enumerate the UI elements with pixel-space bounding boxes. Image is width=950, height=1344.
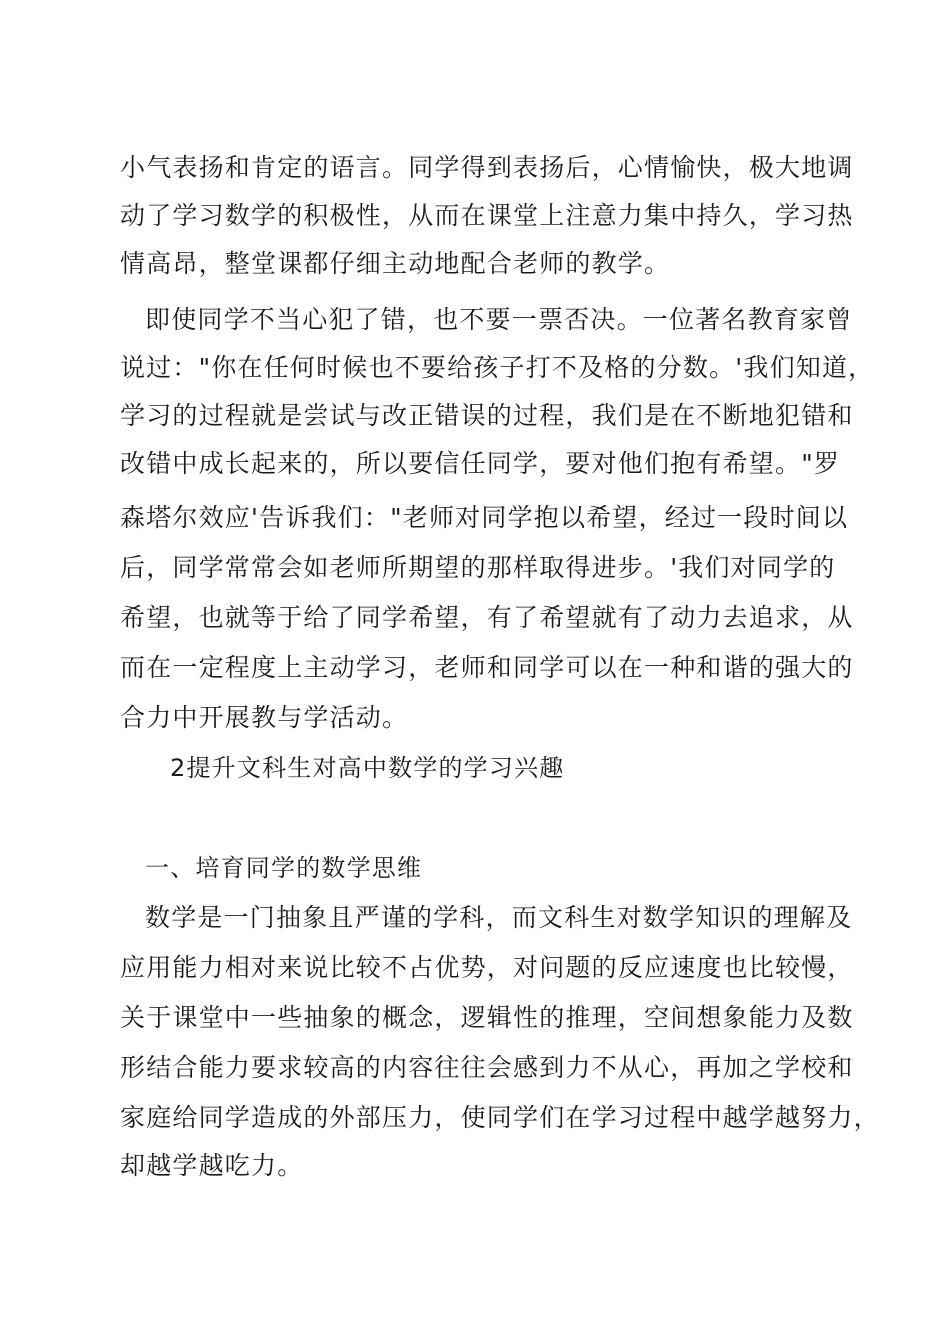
paragraph-2-line-3: 学习的过程就是尝试与改正错误的过程，我们是在不断地犯错和 [120, 401, 854, 430]
paragraph-2-line-1: 即使同学不当心犯了错，也不要一票否决。一位著名教育家曾 [145, 305, 853, 334]
paragraph-3-line-2: 应用能力相对来说比较不占优势，对问题的反应速度也比较慢， [120, 953, 854, 982]
paragraph-1-line-3: 情高昂，整堂课都仔细主动地配合老师的教学。 [120, 249, 671, 278]
paragraph-1-line-2: 动了学习数学的积极性，从而在课堂上注意力集中持久，学习热 [120, 201, 854, 230]
section-heading: 2提升文科生对高中数学的学习兴趣 [170, 754, 565, 782]
paragraph-2-line-4: 改错中成长起来的，所以要信任同学，要对他们抱有希望。"罗 [120, 449, 841, 478]
paragraph-3-line-1: 数学是一门抽象且严谨的学科，而文科生对数学知识的理解及 [145, 903, 853, 932]
paragraph-2-line-6: 后，同学常常会如老师所期望的那样取得进步。'我们对同学的 [120, 553, 836, 582]
paragraph-3-line-5: 家庭给同学造成的外部压力，使同学们在学习过程中越学越努力， [120, 1103, 880, 1132]
paragraph-3-line-4: 形结合能力要求较高的内容往往会感到力不从心，再加之学校和 [120, 1053, 854, 1082]
paragraph-3-line-3: 关于课堂中一些抽象的概念，逻辑性的推理，空间想象能力及数 [120, 1003, 854, 1032]
paragraph-2-line-2: 说过："你在任何时候也不要给孩子打不及格的分数。'我们知道， [120, 353, 875, 382]
paragraph-1-line-1: 小气表扬和肯定的语言。同学得到表扬后，心情愉快，极大地调 [120, 153, 854, 182]
paragraph-3-line-6: 却越学越吃力。 [120, 1151, 304, 1180]
subsection-heading: 一、培育同学的数学思维 [145, 854, 423, 882]
paragraph-2-line-8: 而在一定程度上主动学习，老师和同学可以在一种和谐的强大的 [120, 653, 854, 682]
paragraph-2-line-9: 合力中开展教与学活动。 [120, 703, 409, 732]
paragraph-2-line-5: 森塔尔效应'告诉我们："老师对同学抱以希望，经过一段时间以 [120, 503, 849, 532]
paragraph-2-line-7: 希望，也就等于给了同学希望，有了希望就有了动力去追求，从 [120, 603, 854, 632]
